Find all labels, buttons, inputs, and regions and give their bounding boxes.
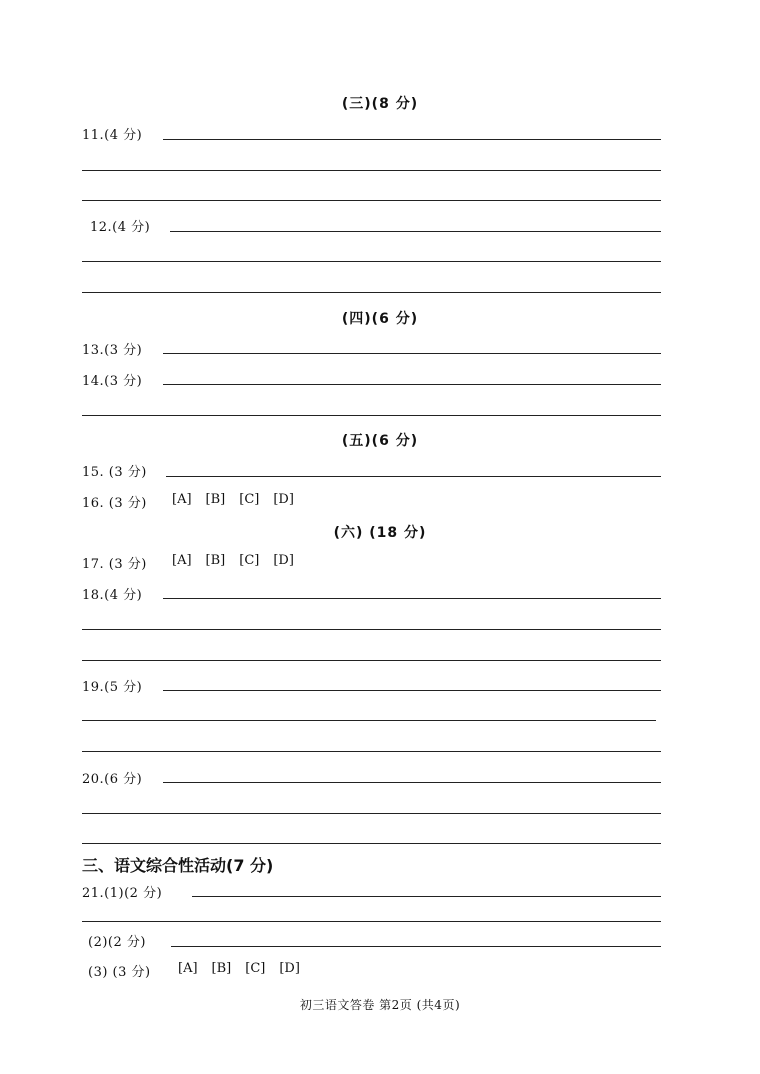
- question-16-options: [172, 492, 308, 507]
- question-21-3-label: (3) (3 分): [88, 965, 151, 980]
- answer-line-18-1[interactable]: [163, 598, 661, 599]
- question-18-label: 18.(4 分): [82, 588, 143, 603]
- option-d[interactable]: [D]: [279, 961, 300, 976]
- answer-line-14-2[interactable]: [82, 415, 661, 416]
- answer-line-12-1[interactable]: [170, 231, 661, 232]
- question-15-label: 15. (3 分): [82, 465, 147, 480]
- answer-line-19-2[interactable]: [82, 720, 656, 721]
- option-c[interactable]: [C]: [245, 961, 266, 976]
- option-c[interactable]: [C]: [239, 492, 260, 507]
- question-21-1-label: 21.(1)(2 分): [82, 886, 163, 901]
- question-17-label: 17. (3 分): [82, 557, 147, 572]
- answer-line-13-1[interactable]: [163, 353, 661, 354]
- answer-line-21-1-2[interactable]: [82, 921, 661, 922]
- section-heading-4: (四)(6 分): [341, 311, 419, 327]
- section-heading-6: (六) (18 分): [333, 525, 427, 541]
- answer-line-11-3[interactable]: [82, 200, 661, 201]
- question-12-label: 12.(4 分): [90, 220, 151, 235]
- question-20-label: 20.(6 分): [82, 772, 143, 787]
- answer-line-20-2[interactable]: [82, 813, 661, 814]
- option-b[interactable]: [B]: [211, 961, 232, 976]
- option-a[interactable]: [A]: [178, 961, 198, 976]
- answer-line-11-2[interactable]: [82, 170, 661, 171]
- option-d[interactable]: [D]: [273, 492, 294, 507]
- answer-line-19-3[interactable]: [82, 751, 661, 752]
- answer-line-11-1[interactable]: [163, 139, 661, 140]
- answer-line-21-2-1[interactable]: [171, 946, 661, 947]
- question-14-label: 14.(3 分): [82, 374, 143, 389]
- question-17-options: [172, 553, 308, 568]
- option-a[interactable]: [A]: [172, 492, 192, 507]
- option-a[interactable]: [A]: [172, 553, 192, 568]
- question-21-2-label: (2)(2 分): [88, 935, 146, 950]
- part-3-title: 三、语文综合性活动(7 分): [82, 856, 274, 875]
- question-11-label: 11.(4 分): [82, 128, 143, 143]
- answer-line-20-1[interactable]: [163, 782, 661, 783]
- question-13-label: 13.(3 分): [82, 343, 143, 358]
- option-c[interactable]: [C]: [239, 553, 260, 568]
- answer-line-19-1[interactable]: [163, 690, 661, 691]
- answer-line-12-2[interactable]: [82, 261, 661, 262]
- answer-line-14-1[interactable]: [163, 384, 661, 385]
- answer-line-18-2[interactable]: [82, 629, 661, 630]
- section-heading-3: (三)(8 分): [341, 96, 419, 112]
- answer-line-18-3[interactable]: [82, 660, 661, 661]
- answer-line-12-3[interactable]: [82, 292, 661, 293]
- answer-line-21-1-1[interactable]: [192, 896, 661, 897]
- answer-line-15-1[interactable]: [166, 476, 661, 477]
- question-16-label: 16. (3 分): [82, 496, 147, 511]
- option-b[interactable]: [B]: [205, 553, 226, 568]
- page-footer: 初三语文答卷 第2页 (共4页): [299, 998, 461, 1012]
- answer-line-20-3[interactable]: [82, 843, 661, 844]
- question-19-label: 19.(5 分): [82, 680, 143, 695]
- option-b[interactable]: [B]: [205, 492, 226, 507]
- question-21-3-options: [178, 961, 314, 976]
- section-heading-5: (五)(6 分): [341, 433, 419, 449]
- option-d[interactable]: [D]: [273, 553, 294, 568]
